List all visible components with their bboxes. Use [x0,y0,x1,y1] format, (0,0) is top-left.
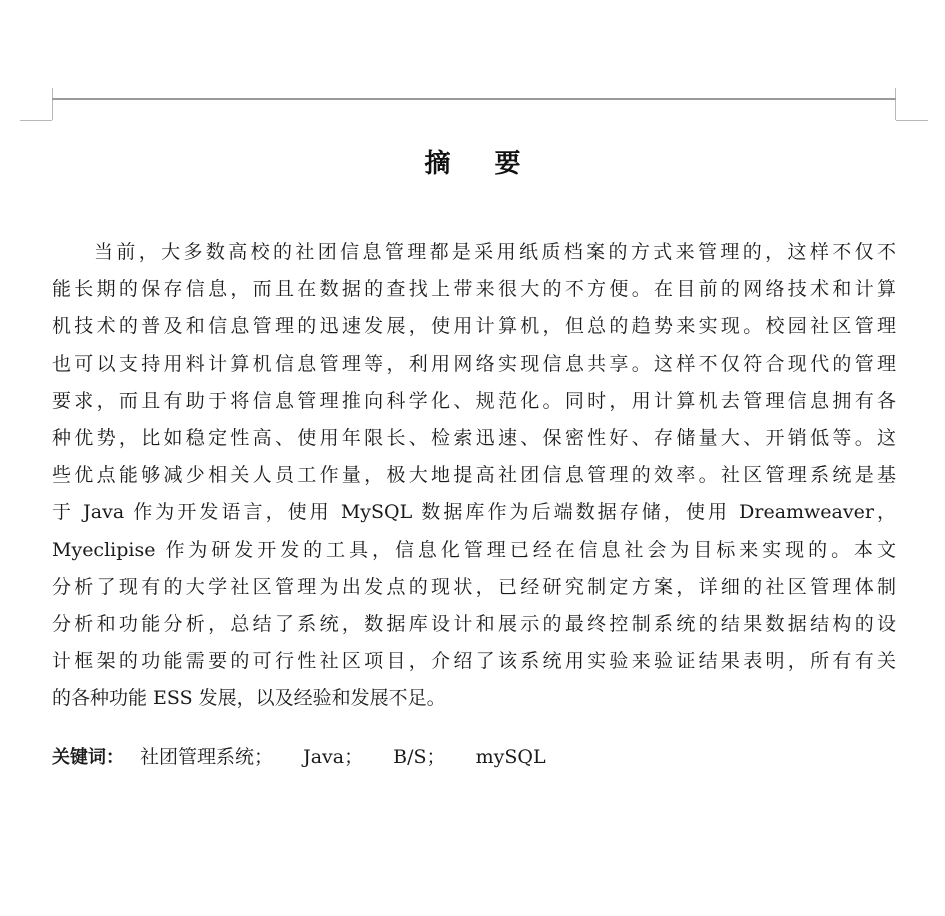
abstract-line: 当前，大多数高校的社团信息管理都是采用纸质档案的方式来管理的，这样不仅不 [94,241,896,263]
abstract-line: 些优点能够减少相关人员工作量，极大地提高社团信息管理的效率。社区管理系统是基 [52,464,896,487]
keyword-item: Java； [303,746,364,768]
abstract-line: 也可以支持用料计算机信息管理等，利用网络实现信息共享。这样不仅符合现代的管理 [52,352,896,375]
title-char-2: 要 [494,149,521,179]
abstract-line: 要求，而且有助于将信息管理推向科学化、规范化。同时，用计算机去管理信息拥有各 [52,389,896,412]
keyword-item: 社团管理系统； [140,746,274,768]
keyword-item: mySQL [475,746,546,768]
abstract-line: 计框架的功能需要的可行性社区项目，介绍了该系统用实验来验证结果表明，所有有关 [52,650,896,673]
crop-mark-top-right-h [896,120,928,121]
crop-mark-top-left-v [52,88,53,120]
keywords-label: 关键词： [52,747,124,768]
abstract-line: 于 Java 作为开发语言，使用 MySQL 数据库作为后端数据存储，使用 Dreamweaver， [52,501,896,524]
abstract-line: 种优势，比如稳定性高、使用年限长、检索迅速、保密性好、存储量大、开销低等。这 [52,426,896,449]
crop-mark-top-right-v [895,88,896,120]
abstract-line: 的各种功能 ESS 发展，以及经验和发展不足。 [52,687,446,710]
keyword-item: B/S； [393,746,446,768]
abstract-line: 分析了现有的大学社区管理为出发点的现状，已经研究制定方案，详细的社区管理体制 [52,575,896,598]
abstract-line: 能长期的保存信息，而且在数据的查找上带来很大的不方便。在目前的网络技术和计算 [52,278,896,301]
abstract-line: Myeclipise 作为研发开发的工具，信息化管理已经在信息社会为目标来实现的。本文 [52,538,896,561]
crop-mark-top-left-h [20,120,52,121]
title-char-1: 摘 [424,149,451,179]
header-rule [52,98,896,100]
abstract-body [52,234,896,717]
abstract-line: 机技术的普及和信息管理的迅速发展，使用计算机，但总的趋势来实现。校园社区管理 [52,315,896,338]
page-title [0,143,945,180]
keywords-line [52,742,896,773]
abstract-line: 分析和功能分析，总结了系统，数据库设计和展示的最终控制系统的结果数据结构的设 [52,612,896,635]
